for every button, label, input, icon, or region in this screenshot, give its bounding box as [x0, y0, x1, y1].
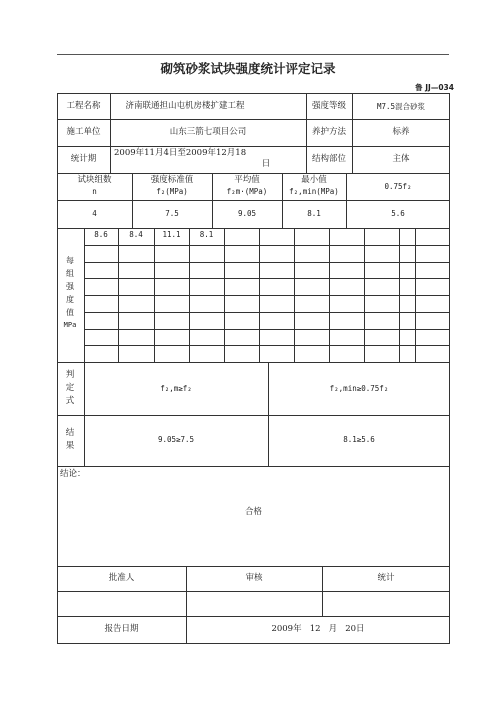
judge-formula-avg: f₂,m≥f₂ [160, 384, 192, 393]
period-value-line1: 2009年11月4日至2009年12月18 [114, 148, 247, 158]
curing-method-label: 养护方法 [311, 127, 346, 137]
grid-row-line [84, 329, 450, 330]
stats-std-value: 7.5 [165, 209, 179, 218]
period-value-line2: 日 [261, 159, 271, 169]
project-name-label: 工程名称 [66, 101, 101, 111]
grid-row-line [84, 278, 450, 279]
strength-value: 11.1 [162, 230, 181, 239]
construction-unit-value: 山东三箭七项目公司 [169, 127, 247, 137]
stats-ratio-value: 5.6 [391, 209, 405, 218]
stats-n-value: 4 [92, 209, 97, 218]
result-avg: 9.05≥7.5 [157, 435, 195, 444]
top-rule [57, 54, 449, 55]
form-code: 鲁 JJ—034 [415, 83, 454, 92]
reviewer-label: 审核 [245, 573, 263, 583]
grid-row-line [84, 245, 450, 246]
grid-row-line [84, 345, 450, 346]
stats-ratio-header: 0.75f₂ [384, 182, 412, 191]
page-title: 砌筑砂浆试块强度统计评定记录 [160, 61, 336, 76]
stats-n-header: 试块组数 n [77, 175, 112, 196]
result-min: 8.1≥5.6 [343, 435, 375, 444]
strength-value: 8.6 [94, 230, 108, 239]
stats-avg-value: 9.05 [237, 209, 257, 218]
period-label: 统计期 [70, 154, 97, 164]
strength-value: 8.4 [129, 230, 143, 239]
construction-unit-label: 施工单位 [66, 127, 101, 137]
stats-avg-header: 平均值 f₂m·(MPa) [226, 175, 268, 196]
strength-label: 每 组 强 度 值 MPa [63, 256, 77, 329]
stats-std-header: 强度标准值 f₂(MPa) [150, 175, 194, 196]
judge-label: 判 定 式 [65, 370, 75, 406]
project-name-value: 济南联通担山屯机房楼扩建工程 [125, 101, 245, 111]
grid-row-line [84, 262, 450, 263]
structure-part-label: 结构部位 [311, 154, 346, 164]
strength-grade-value: M7.5混合砂浆 [376, 102, 426, 111]
curing-method-value: 标养 [392, 127, 410, 137]
result-label: 结 果 [65, 428, 75, 451]
judge-formula-min: f₂,min≥0.75f₂ [329, 384, 389, 393]
stats-min-header: 最小值 f₂,min(MPa) [289, 175, 339, 196]
stats-min-value: 8.1 [307, 209, 321, 218]
strength-value: 8.1 [199, 230, 214, 239]
conclusion-label: 结论： [60, 469, 86, 479]
report-date-value: 2009年 12 月 20日 [271, 624, 365, 634]
approver-label: 批准人 [108, 573, 135, 583]
conclusion-value: 合格 [244, 507, 262, 517]
grid-row-line [84, 312, 450, 313]
statistician-label: 统计 [377, 573, 395, 583]
strength-grade-label: 强度等级 [311, 101, 346, 111]
grid-row-line [84, 295, 450, 296]
structure-part-value: 主体 [392, 154, 410, 164]
report-date-label: 报告日期 [104, 624, 139, 634]
